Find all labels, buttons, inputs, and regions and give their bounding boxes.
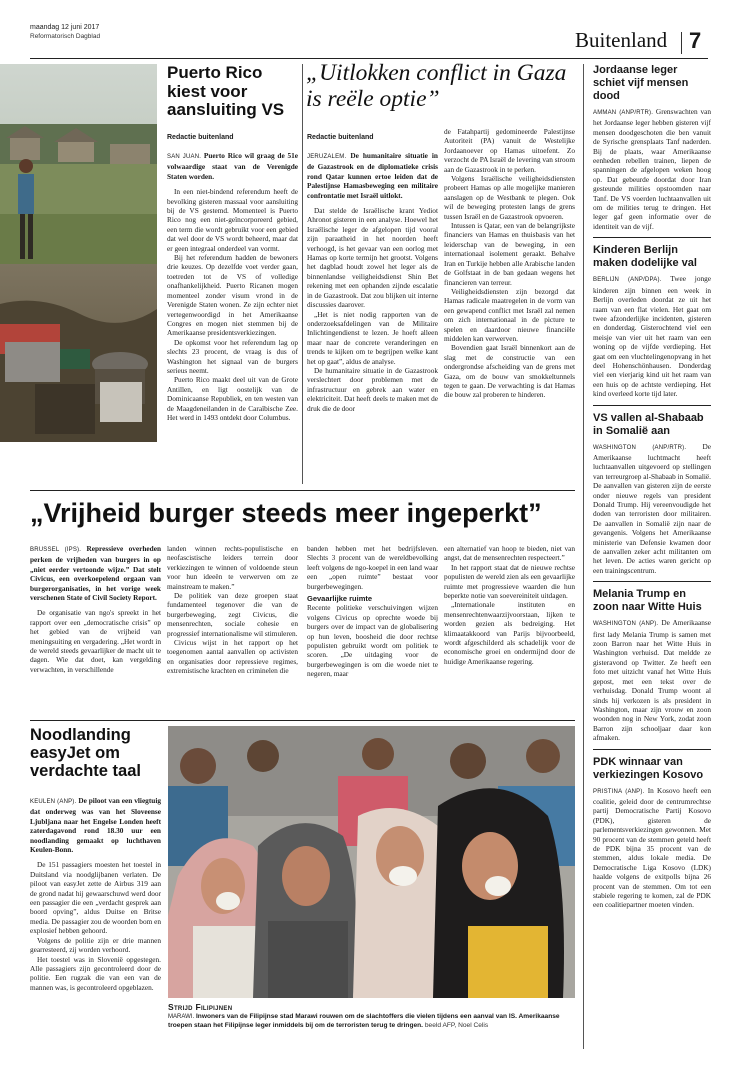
masthead-paper: Reformatorisch Dagblad	[30, 33, 101, 40]
sidebar-item-title: Jordaanse leger schiet vijf mensen dood	[593, 64, 689, 102]
sidebar	[593, 64, 711, 910]
gaza-paragraph: Bovendien gaat Israël binnenkort aan de slag met de constructie van een ondergrondse afscheiding van de grens met Gaza, om de bouw van smokkeltunnels tegen te gaan. De verwachting is dat Hamas die bouw zal proberen te hinderen.	[444, 343, 575, 400]
caption-label: Strijd Filipijnen	[168, 1002, 233, 1012]
puerto-rico-paragraph: In een niet-bindend referendum heeft de bevolking gisteren massaal voor aansluiting bij de VS gestemd. Momenteel is Puerto Rico nog een niet-geïncorporeerd gebied, een term die wordt gebruikt voor een gebied dat wel door de VS wordt beheerd, maar dat er geen integraal onderdeel van vormt.	[167, 187, 298, 253]
easyjet-paragraph: Het toestel was in Slovenië opgestegen. Alle passagiers zijn gecontroleerd door de politie. Een rugzak die van een van de mannen was, is gecontroleerd opgeblazen.	[30, 954, 161, 992]
puerto-rico-photo	[0, 64, 157, 442]
easyjet-lead: De piloot van een vliegtuig dat onderweg was van het Sloveense Ljubljana naar het Engelse Londen heeft zaterdagavond rond 18.30 uur een noodlanding gemaakt op luchthaven Keulen-Bonn.	[30, 796, 161, 855]
vrijheid-col-1	[30, 544, 161, 674]
section-rule	[30, 490, 575, 491]
vrijheid-paragraph: Civicus wijst in het rapport op het toegenomen aantal aanvallen op activisten en organisaties door repressieve regimes, extremistische krachten en criminelen die	[167, 638, 298, 676]
vrijheid-col-2	[167, 544, 298, 676]
vrijheid-paragraph: In het rapport staat dat de nieuwe rechtse populisten de wereld zien als een gevaarlijke ruimte met progressieve waarden die hun beperkte notie van soevereiniteit uitdagen.	[444, 562, 575, 601]
gaza-col-1	[307, 151, 438, 413]
page-divider	[681, 32, 682, 54]
gaza-paragraph: De humanitaire situatie in de Gazastrook verslechtert door problemen met de infrastructuur en gebrek aan water en elektriciteit. Dat heeft deels te maken met de druk die de door	[307, 365, 438, 413]
vrijheid-lead: Repressieve overheden perken de vrijheden van burgers in op „niet eerder vertoonde wijze.” Dat stelt Civicus, een overkoepelend orgaan van burgerorganisaties, in het vorige week verschenen State of Civil Society Report.	[30, 544, 162, 603]
sidebar-rule	[593, 405, 711, 406]
sidebar-item	[593, 64, 711, 231]
sidebar-item-title: Melania Trump en zoon naar Witte Huis	[593, 588, 702, 614]
gaza-paragraph: Veiligheidsdiensten zijn bezorgd dat Hamas radicale maatregelen in de vorm van een gewapend conflict met Israël zal nemen om zich internationaal in de picture te spelen en daardoor nieuwe financiële middelen kan verwerven.	[444, 286, 575, 343]
sidebar-item	[593, 756, 711, 910]
sidebar-dateline: WASHINGTON (ANP).	[593, 621, 659, 628]
sidebar-item-title: VS vallen al-Shabaab in Somalië aan	[593, 411, 704, 437]
sidebar-divider	[583, 64, 584, 1049]
column-divider	[302, 64, 303, 484]
masthead-rule	[30, 58, 708, 59]
caption-credit: beeld AFP, Noel Celis	[424, 1021, 489, 1029]
vrijheid-paragraph: een alternatief van hoop te bieden, niet van angst, dat de mensenrechten respecteert.”	[444, 544, 575, 563]
easyjet-body	[30, 796, 161, 992]
masthead-date: maandag 12 juni 2017	[30, 24, 100, 31]
vrijheid-dateline: BRUSSEL (IPS).	[30, 547, 82, 553]
vrijheid-paragraph: Recente politieke verschuivingen wijzen volgens Civicus op oprechte woede bij burgers over de impact van de globalisering op hun leven, boosheid die door rechtse populisten gebruikt wordt om politiek te scoren. „De uitdaging voor de burgerbewegingen is om die woede niet te negeren, maar	[307, 603, 438, 679]
gaza-paragraph: Volgens Israëlische veiligheidsdiensten probeert Hamas op alle mogelijke manieren aanslagen op de Westbank te plegen. Ook wil de beweging protesten langs de grens tussen Israël en de Gazastrook opvoeren.	[444, 174, 575, 221]
gaza-lead: De humanitaire situatie in de Gazastrook en de diplomatieke crisis rond Qatar kunnen ertoe leiden dat de Palestijnse Hamasbeweging een militaire confrontatie met Israël uitlokt.	[307, 151, 438, 200]
sidebar-dateline: WASHINGTON (ANP/RTR).	[593, 444, 687, 451]
sidebar-item	[593, 244, 711, 398]
easyjet-headline: Noodlanding easyJet om verdachte taal	[30, 726, 141, 780]
sidebar-item-text: De Amerikaanse luchtmacht heeft luchtaanvallen uitgevoerd op stellingen van terreurgroep al-Shabaab in Somalië. De aanvallen van gisteren zijn de eerste onder nieuwe regels van president Donald Trump. Hij vereenvoudigde het doden van terroristen door militairen. De aanvallen in Somalië zijn naar de gevangenis. Volgens het Amerikaanse ministerie van Defensie kwamen door de aanvallen zeker acht militanten om het leven. De acties waren gericht op een trainingscentrum.	[593, 441, 711, 575]
vrijheid-paragraph: „Internationale instituten en mensenrechtenwaarzijvoorstaan, lijken te worden gezien als bedreiging. Het klimaatakkoord van Parijs bijvoorbeeld, wordt afgeschilderd als schadelijk voor de economische groei en ondermijnd door de huidige Amerikaanse regering.	[444, 600, 575, 666]
puerto-rico-paragraph: De opkomst voor het referendum lag op slechts 23 procent, de vraag is dus of Washington het signaal van de burgers serieus neemt.	[167, 337, 298, 375]
sidebar-item-text: Grenswachten van het Jordaanse leger hebben gisteren vijf mensen doodgeschoten die ben vanuit de Syrische grensplaats Tanf naderden. Bij de plaats, waar Amerikaanse eenheden rebellen trainen, liepen de spanningen de afgelopen weken hoog op. Dat gebeurde doordat door Iran gesteunde milities opstoomden naar Tanf. De VS voerden luchtaanvallen uit om de milities terug te dringen. Het leger gaf geen informatie over de identiteit van de vijf.	[593, 107, 712, 231]
sidebar-item-text: De Amerikaanse first lady Melania Trump is samen met zoon Barron naar het Witte Huis in Washington verhuisd. Dat meldde ze gisteravond op Twitter. Ze heeft een foto met uitzicht vanaf het Witte Huis gepost, met een tekst over de verhuisdag. Donald Trump woont al sinds hij verkozen is als president in Washington, maar zijn vrouw en zoon woonden nog in New York, zodat zoon Barron zijn schooljaar daar kon afmaken.	[593, 618, 711, 743]
gaza-paragraph: Dat stelde de Israëlische krant Yediot Ahronot gisteren in een analyse. Hoewel het Israëlische leger de afgelopen tijd vooral zijn paraatheid in het noorden heeft verhoogd, is het gevaar van een oorlog met Hamas op korte termijn het grootst. Volgens het dagblad houdt zowel het leger als de binnenlandse veiligheidsdienst Shin Bet rekening met een ophanden zijnde escalatie in de Gazastrook. Dat zou blijken uit interne discussies daarover.	[307, 206, 438, 310]
vrijheid-col-4	[444, 544, 575, 666]
gaza-headline: „Uitlokken conflict in Gaza is reële optie”	[306, 60, 567, 112]
sidebar-item	[593, 588, 711, 742]
puerto-rico-byline: Redactie buitenland	[167, 134, 234, 141]
gaza-paragraph: „Het is niet nodig rapporten van de onderzoeksafdelingen van de Militaire Inlichtingendienst te lezen. Je hoeft alleen maar naar de concrete veranderingen en trends te kijken om te begrijpen welke kant het op gaat”, aldus de analyse.	[307, 309, 438, 366]
sidebar-item-title: PDK winnaar van verkiezingen Kosovo	[593, 755, 704, 781]
easyjet-dateline: KEULEN (ANP).	[30, 799, 77, 805]
gaza-dateline: JERUZALEM.	[307, 154, 347, 160]
puerto-rico-paragraph: Bij het referendum hadden de bewoners drie keuzes. Op dezelfde voet verder gaan, toetreden tot de VS of volledige onafhankelijkheid. Puerto Ricanen mogen momenteel zonder visum vrond in de Verenigde Staten wonen. Ze zijn echter niet vertegenwoordigd in het Amerikaanse Congres en mogen niet stemmen bij de Amerikaanse presidentsverkiezingen.	[167, 253, 298, 338]
photo-caption	[168, 1002, 575, 1030]
vrijheid-subhead: Gevaarlijke ruimte	[307, 594, 373, 604]
sidebar-dateline: AMMAN (ANP/RTR).	[593, 110, 654, 116]
gaza-paragraph: de Fatahpartij gedomineerde Palestijnse Autoriteit (PA) vanuit de Westelijke Jordaanoever op Hamas uitoefent. Zo verzocht de PA Israël de levering van stroom aan de Gazastrook in te perken.	[444, 127, 575, 174]
vrijheid-paragraph: De organisatie van ngo's spreekt in het rapport over een „democratische crisis” op het gebied van de vrijheid van meningsuiting en vergadering. „Het wordt in de wereld steeds gevaarlijker de macht uit te dagen. Wie dat doet, kan vergelding verwachten, in verschillende	[30, 608, 161, 674]
easyjet-paragraph: Volgens de politie zijn er drie mannen gearresteerd, zij worden verhoord.	[30, 935, 161, 955]
caption-place: MARAWI.	[168, 1014, 195, 1020]
vrijheid-headline: „Vrijheid burger steeds meer ingeperkt”	[30, 498, 542, 528]
puerto-rico-dateline: SAN JUAN.	[167, 154, 202, 160]
sidebar-item-text: Twee jonge kinderen zijn binnen een week in Berlijn overleden doordat ze uit het raam van een flat vielen. Het gaat om twee afzonderlijke incidenten, gisteren en donderdag. Gisterochtend viel een meisje van vier uit het raam van een woning op de vijfde verdieping. Het gaat om een vluchtelingenopvang in het deel Hohenschönhausen. Donderdag viel een vierjarig kind uit het raam van een huis op de achtste verdieping. Het kind overleed korte tijd later.	[593, 274, 712, 399]
sidebar-dateline: PRISTINA (ANP).	[593, 788, 645, 795]
sidebar-item-title: Kinderen Berlijn maken dodelijke val	[593, 244, 697, 270]
sidebar-item-text: In Kosovo heeft een coalitie, geleid door de centrumrechtse partij Democratische Partij Kosovo (PDK), gisteren de parlementsverkiezingen gewonnen. Met 90 procent van de stemmen geteld heeft de PDK bijna 35 procent van de stemmen, aldus lokale media. De Democratische Liga Kosovo (LDK) haalde volgens de exitpolls bijna 26 procent van de stemmen. Om tot een stabiele regering te komen, zal de PDK een coalitiepartner moeten vinden.	[593, 785, 711, 910]
gaza-byline: Redactie buitenland	[307, 134, 374, 141]
vrijheid-paragraph: landen winnen rechts-populistische en neofascistische leiders terrein door verkiezingen te winnen of voldoende steun voor hun ideeën te verwerven om ze mainstream te maken.”	[167, 544, 298, 591]
puerto-rico-body	[167, 151, 298, 422]
gaza-paragraph: Intussen is Qatar, een van de belangrijkste financiers van Hamas en thuisbasis van het leiderschap van de beweging, in een internationaal isolement geraakt. Behalve Iran en Turkije hebben alle Arabische landen de Golfstaat in de ban gedaan wegens het financieren van terreur.	[444, 221, 575, 287]
mourners-image	[168, 726, 575, 998]
caption-text: Inwoners van de Filipijnse stad Marawi rouwen om de slachtoffers die vielen tijdens een aanval van IS. Amerikaanse troepen staan het Filipijnse leger inmiddels bij om de terroristen terug te dringen.	[168, 1013, 560, 1029]
puerto-rico-paragraph: Puerto Rico maakt deel uit van de Grote Antillen, en ligt oostelijk van de Dominicaanse Republiek, en ten westen van de Maagdeneilanden in de Caraïbische Zee. Het werd in 1493 ontdekt door Columbus.	[167, 375, 298, 422]
puerto-rico-headline: Puerto Rico kiest voor aansluiting VS	[167, 63, 285, 119]
vrijheid-col-3	[307, 544, 438, 679]
section-rule	[30, 720, 575, 721]
marawi-photo	[168, 726, 575, 998]
easyjet-paragraph: De 151 passagiers moesten het toestel in Duitsland via noodglijbanen verlaten. De piloot van easyJet zette de Airbus 319 aan de grond nadat hij gewaarschuwd werd door een passagier die een „verdacht gesprek aan boord opving”, aldus Duitse en Britse media. De passagier zou de woorden bom en explosief hebben gehoord.	[30, 860, 161, 936]
section-title: Buitenland	[575, 28, 668, 52]
flood-scene-image	[0, 64, 157, 442]
vrijheid-paragraph: banden hebben met het bedrijfsleven. Slechts 3 procent van de wereldbevolking leeft volgens de ngo-koepel in een land waar een „open ruimte” bestaat voor burgerbewegingen.	[307, 544, 438, 591]
page-number: 7	[689, 28, 702, 53]
sidebar-rule	[593, 581, 711, 582]
sidebar-rule	[593, 237, 711, 238]
sidebar-item	[593, 412, 711, 576]
sidebar-dateline: BERLIJN (ANP/DPA).	[593, 277, 662, 284]
gaza-col-2	[444, 127, 575, 400]
puerto-rico-lead: Puerto Rico wil graag de 51e volwaardige staat van de Verenigde Staten worden.	[167, 151, 298, 181]
vrijheid-paragraph: De politiek van deze groepen staat fundamenteel tegenover die van de burgerbeweging, zegt Civicus, die mensenrechten, sociale cohesie en progressief internationalisme wil stimuleren.	[167, 591, 298, 638]
sidebar-rule	[593, 749, 711, 750]
